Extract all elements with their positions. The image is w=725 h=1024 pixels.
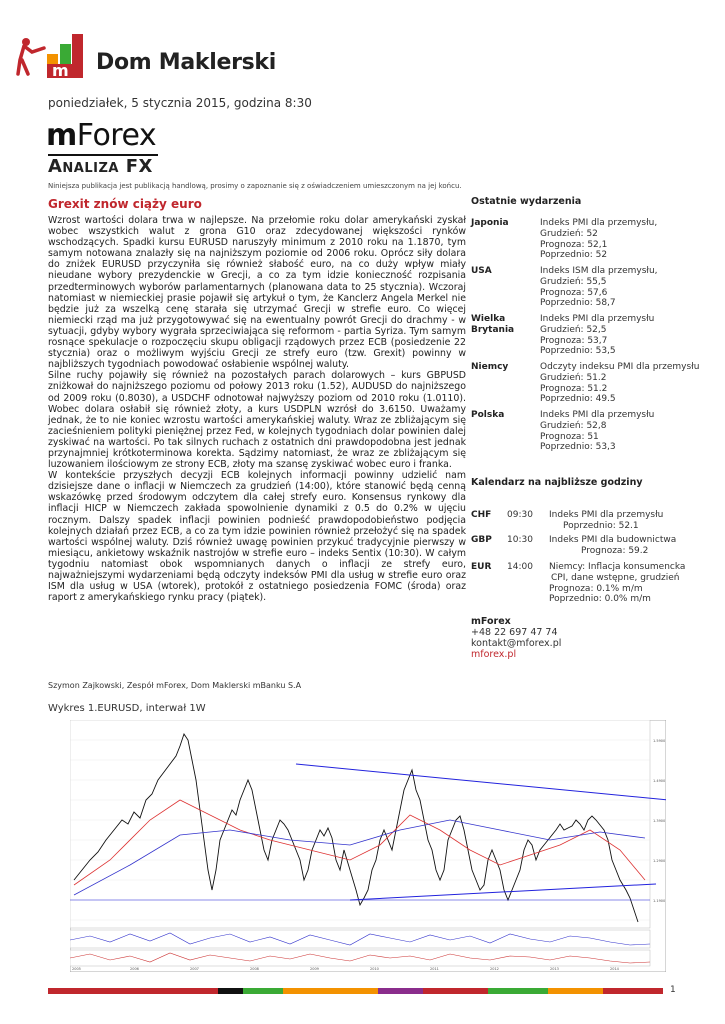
- contact-name: mForex: [471, 616, 511, 627]
- event-country: USA: [471, 266, 492, 276]
- svg-text:2009: 2009: [310, 967, 319, 971]
- svg-text:1.3900: 1.3900: [653, 819, 666, 823]
- event-line: Grudzień: 52,5: [540, 324, 607, 335]
- author-line: Szymon Zajkowski, Zespół mForex, Dom Maklerski mBanku S.A: [48, 681, 302, 690]
- calendar-currency: CHF: [471, 510, 492, 520]
- event-line: Poprzednio: 52: [540, 250, 608, 261]
- brand-name: Dom Maklerski: [96, 50, 277, 75]
- event-line: Indeks PMI dla przemysłu: [540, 314, 655, 324]
- svg-text:1.4900: 1.4900: [653, 779, 666, 783]
- dom-maklerski-logo: [14, 34, 84, 86]
- contact-block: [471, 616, 561, 660]
- calendar-line: Prognoza: 0.1% m/m: [549, 583, 643, 594]
- event-line: Grudzień: 55,5: [540, 276, 607, 287]
- event-line: Poprzednio: 53,5: [540, 346, 616, 357]
- svg-text:1.5900: 1.5900: [653, 739, 666, 743]
- section-title: Analiza FX: [48, 156, 153, 177]
- calendar-line: Indeks PMI dla przemysłu: [549, 510, 664, 520]
- article-paragraph: W kontekście przyszłych decyzji ECB kolejnych informacji powinny udzielić nam dzisiejsze dane o inflacji w Niemczech za grudzień (14:00), które stanowić będą cenną wskazówkę przed środowym odczytem dla całej strefy euro. Konsensus rynkowy dla inflacji HICP w Niemczech zakłada spowolnienie dynamiki z 0.5 do 0.2% w ujęciu rocznym. Dalszy spadek inflacji powinien podnieść prawdopodobieństwo podjęcia kolejnych działań przez ECB, a co za tym idzie powinien również przełożyć się na spadek wartości wspólnej waluty. Dziś również uwagę powinien przykuć tradycyjnie pierwszy w miesiącu, ankietowy wskaźnik nastrojów w strefie euro – indeks Sentix (10:30). W całym tygodniu natomiast obok wspomnianych danych o inflacji ze strefy euro, najważniejszymi wydarzeniami będą odczyty indeksów PMI dla usług w strefie euro oraz ISM dla usług w USA (wtorek), protokół z ostatniego posiedzenia FOMC (środa) oraz raport z amerykańskiego rynku pracy (piątek).: [48, 470, 466, 604]
- event-line: Grudzień: 51.2: [540, 372, 607, 383]
- event-line: Poprzednio: 49.5: [540, 394, 616, 405]
- footer-color-strip: [48, 988, 663, 994]
- event-line: Prognoza: 53,7: [540, 335, 608, 346]
- calendar-line: Poprzednio: 52.1: [563, 520, 639, 531]
- event-line: Prognoza: 52,1: [540, 239, 608, 250]
- product-title: [46, 118, 156, 153]
- event-country: Japonia: [471, 218, 509, 228]
- eurusd-weekly-chart: [70, 720, 666, 972]
- contact-phone: +48 22 697 47 74: [471, 627, 558, 638]
- svg-text:2013: 2013: [550, 967, 559, 971]
- contact-email[interactable]: kontakt@mforex.pl: [471, 638, 562, 649]
- event-line: Indeks PMI dla przemysłu: [540, 410, 655, 420]
- event-country: Polska: [471, 410, 505, 420]
- calendar-currency: GBP: [471, 535, 492, 545]
- svg-text:2006: 2006: [130, 967, 139, 971]
- svg-text:2005: 2005: [72, 967, 81, 971]
- calendar-line: Indeks PMI dla budownictwa: [549, 535, 677, 545]
- calendar-time: 09:30: [507, 510, 533, 520]
- article-body: [48, 215, 466, 603]
- chart-caption: Wykres 1.EURUSD, interwał 1W: [48, 703, 206, 714]
- article-headline: Grexit znów ciąży euro: [48, 197, 202, 211]
- calendar-time: 10:30: [507, 535, 533, 545]
- contact-website-link[interactable]: mforex.pl: [471, 649, 517, 660]
- svg-text:2007: 2007: [190, 967, 199, 971]
- event-line: Odczyty indeksu PMI dla przemysłu: [540, 362, 700, 372]
- event-line: Indeks ISM dla przemysłu,: [540, 266, 658, 276]
- event-line: Prognoza: 57,6: [540, 287, 608, 298]
- svg-text:2010: 2010: [370, 967, 379, 971]
- svg-text:m: m: [52, 61, 69, 80]
- svg-text:1.2900: 1.2900: [653, 859, 666, 863]
- svg-text:2008: 2008: [250, 967, 259, 971]
- event-line: Prognoza: 51.2: [540, 383, 608, 394]
- event-line: Grudzień: 52: [540, 228, 598, 239]
- product-name: Forex: [76, 118, 157, 153]
- article-paragraph: Wzrost wartości dolara trwa w najlepsze. Na przełomie roku dolar amerykański zyskał wobec wszystkich walut z grona G10 oraz zdecydowanej większości rynków wschodzących. Spadki kursu EURUSD naruszyły minimum z 2010 roku na 1.1870, tym samym notowana znalazły się na najniższym poziomie od 2006 roku. Oprócz siły dolara do zniżek EURUSD przyczyniła się również słabość euro, na co duży wpływ miały nieudane wybory prezydenckie w Grecji, a co za tym idzie konieczność rozpisania przedterminowych wyborów parlamentarnych (planowana data to 25 stycznia). Wczoraj natomiast w niemieckiej prasie pojawił się artykuł o tym, że Kanclerz Angela Merkel nie będzie już za wszelką cenę starała się utrzymać Grecji w strefie euro. Co więcej niemiecki rząd ma już przygotowywać się na ewentualny powrót Grecji do drachmy - w sytuacji, gdyby wybory wygrała sprzeciwiająca się reformom - partia Syriza. Tym samym rosnące spekulacje o rozpoczęciu skupu obligacji rządowych przez ECB (posiedzenie 22 stycznia) oraz o możliwym wyjściu Grecji ze strefy euro (tzw. Grexit) powinny w najbliższych tygodniach powodować osłabienie wspólnej waluty.: [48, 215, 466, 371]
- event-line: Grudzień: 52,8: [540, 420, 607, 431]
- calendar-line: Poprzednio: 0.0% m/m: [549, 594, 651, 605]
- page-number: 1: [670, 985, 676, 995]
- event-line: Prognoza: 51: [540, 431, 599, 442]
- event-line: Poprzednio: 58,7: [540, 298, 616, 309]
- event-country: Niemcy: [471, 362, 509, 372]
- article-paragraph: Silne ruchy pojawiły się również na pozostałych parach dolarowych – kurs GBPUSD zniżkował do najniższego poziomu od połowy 2013 roku (1.52), AUDUSD do najniższego od 2009 roku (0.8030), a USDCHF odnotował najwyższy poziom od 2010 roku (1.0110). Wobec dolara osłabił się również złoty, a kurs USDPLN wzrósł do 3.6150. Uważamy jednak, że to nie koniec wzrostu wartości amerykańskiej waluty. Wraz ze zbliżającym się zacieśnieniem polityki pieniężnej przez Fed, w kolejnych tygodniach dolar powinien dalej zyskiwać na wartości. Po tak silnych ruchach z ostatnich dni prawdopodobna jest jednak przynajmniej krótkoterminowa korekta. Sądzimy natomiast, że wraz ze zbliżającym się luzowaniem ilościowym ze strony ECB, złoty ma szansę zyskiwać wobec euro i franka.: [48, 370, 466, 471]
- svg-text:2011: 2011: [430, 967, 439, 971]
- disclaimer: Niniejsza publikacja jest publikacją handlową, prosimy o zapoznanie się z oświadczeniem umieszczonym na jej końcu.: [48, 182, 462, 190]
- calendar-line: Niemcy: Inflacja konsumencka: [549, 562, 686, 572]
- svg-text:2012: 2012: [490, 967, 499, 971]
- calendar-line: CPI, dane wstępne, grudzień: [551, 572, 680, 583]
- event-line: Poprzednio: 53,3: [540, 442, 616, 453]
- calendar-currency: EUR: [471, 562, 492, 572]
- svg-text:1.1900: 1.1900: [653, 899, 666, 903]
- calendar-line: Prognoza: 59.2: [581, 545, 649, 556]
- product-prefix: m: [46, 118, 77, 153]
- event-line: Indeks PMI dla przemysłu,: [540, 218, 658, 228]
- calendar-time: 14:00: [507, 562, 533, 572]
- calendar-title: Kalendarz na najbliższe godziny: [471, 477, 643, 488]
- event-country: Wielka Brytania: [471, 314, 515, 335]
- publication-date: poniedziałek, 5 stycznia 2015, godzina 8:30: [48, 96, 312, 110]
- recent-events-title: Ostatnie wydarzenia: [471, 196, 582, 207]
- svg-text:2014: 2014: [610, 967, 619, 971]
